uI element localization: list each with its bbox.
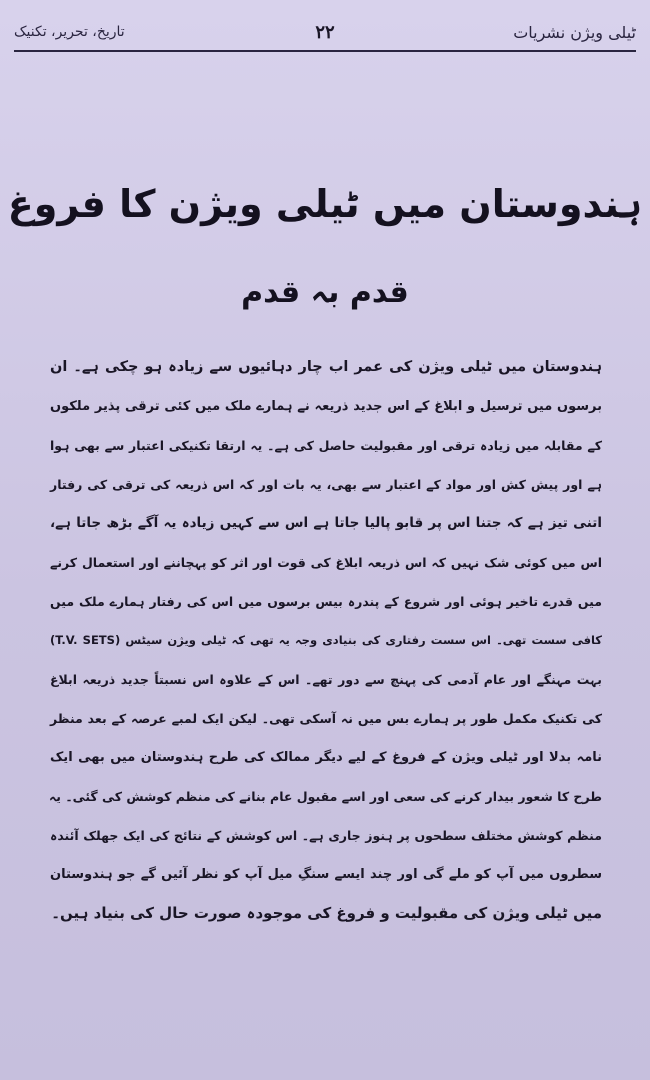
chapter-title: ہندوستان میں ٹیلی ویژن کا فروغ xyxy=(7,182,643,226)
page-number: ۲۲ xyxy=(315,21,335,43)
paragraph-line: اتنی تیز ہے کہ جتنا اس پر قابو پالیا جاتا ہے اس سے کہیں زیادہ یہ آگے بڑھ جاتا ہے، xyxy=(50,515,602,531)
paragraph-line: ہندوستان میں ٹیلی ویژن کی عمر اب چار دہائیوں سے زیادہ ہو چکی ہے۔ ان xyxy=(50,359,602,375)
paragraph-line: سطروں میں آپ کو ملے گی اور چند ایسے سنگِ میل آپ کو نظر آئیں گے جو ہندوستان xyxy=(50,867,602,882)
body-paragraph xyxy=(50,348,602,933)
paragraph-line: کے مقابلہ میں زیادہ ترقی اور مقبولیت حاصل کی ہے۔ یہ ارتقا تکنیکی اعتبار سے بھی ہوا xyxy=(50,438,602,453)
paragraph-line: میں قدرے تاخیر ہوئی اور شروع کے پندرہ بیس برسوں میں اس کی رفتار ہمارے ملک میں xyxy=(50,594,602,609)
paragraph-line: طرح کا شعور بیدار کرنے کی سعی اور اسے مقبول عام بنانے کی منظم کوشش کی گئی۔ یہ xyxy=(48,789,602,804)
chapter-subtitle: قدم بہ قدم xyxy=(241,275,409,310)
paragraph-line: اس میں کوئی شک نہیں کہ اس ذریعہ ابلاغ کی قوت اور اثر کو پہچاننے اور استعمال کرنے xyxy=(50,555,602,570)
paragraph-line: کی تکنیک مکمل طور پر ہمارے بس میں نہ آسکی تھی۔ لیکن ایک لمبے عرصہ کے بعد منظر xyxy=(50,711,602,726)
running-head xyxy=(14,18,636,46)
paragraph-line: نامہ بدلا اور ٹیلی ویژن کے فروغ کے لیے دیگر ممالک کی طرح ہندوستان میں بھی ایک xyxy=(50,750,602,765)
paragraph-line: بہت مہنگے اور عام آدمی کی پہنچ سے دور تھے۔ اس کے علاوہ اس نسبتاً جدید ذریعہ ابلاغ xyxy=(50,672,602,687)
running-head-book-subtitle: تاریخ، تحریر، تکنیک xyxy=(14,24,125,40)
running-head-book-title: ٹیلی ویژن نشریات xyxy=(513,22,636,42)
paragraph-line: برسوں میں ترسیل و ابلاغ کے اس جدید ذریعہ نے ہمارے ملک میں کئی ترقی پذیر ملکوں xyxy=(50,399,602,414)
paragraph-line: میں ٹیلی ویژن کی مقبولیت و فروغ کی موجودہ صورت حال کی بنیاد ہیں۔ xyxy=(51,904,602,922)
header-rule xyxy=(14,50,636,52)
paragraph-line: کافی سست تھی۔ اس سست رفتاری کی بنیادی وجہ یہ تھی کہ ٹیلی ویژن سیٹس (T.V. SETS) xyxy=(50,633,602,647)
paragraph-line: ہے اور پیش کش اور مواد کے اعتبار سے بھی، یہ بات اور کہ اس ذریعہ کی ترقی کی رفتار xyxy=(50,477,602,492)
paragraph-line: منظم کوشش مختلف سطحوں پر ہنوز جاری ہے۔ اس کوشش کے نتائج کی ایک جھلک آئندہ xyxy=(50,828,602,843)
